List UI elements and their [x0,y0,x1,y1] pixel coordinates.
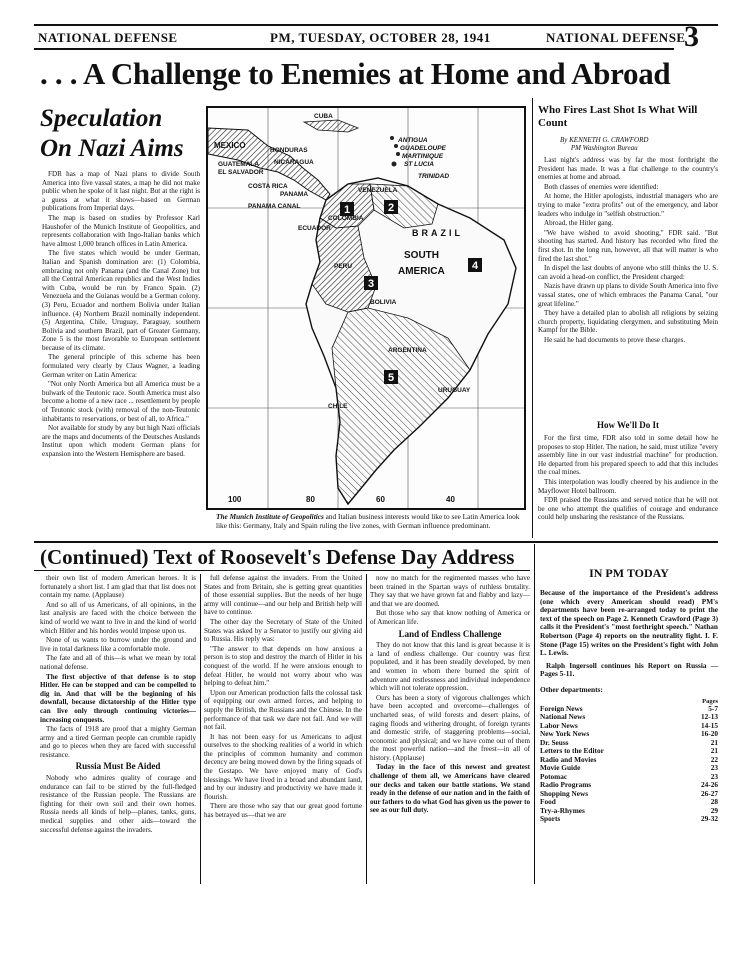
department-name: Radio and Movies [540,754,597,764]
map-axis-label: 100 [228,495,242,504]
department-page: 5-7 [708,703,718,713]
page-header [34,20,718,53]
section-rule-bottom [34,570,530,571]
map-label: BRAZIL [412,228,463,238]
south-america-map [206,106,526,510]
paragraph: Both classes of enemies were identified: [544,182,659,191]
department-name: Sports [540,814,561,824]
zone-3-label: 3 [368,278,375,290]
paragraph: For the first time, FDR also told in some detail how he proposes to stop Hitler. The nation, he said, must utilize "every assembly line in our vast industrial machine" for production. He departed from his prepared speech to add that this includes the coal mines. [538,434,718,477]
paragraph: now no match for the regimented masses who have been trained in the Spartan ways of ruthless brutality. They say that we have grown fat and flabby and lazy—and that we are doomed. [370,574,530,608]
paragraph: He said he had documents to prove these charges. [544,335,686,344]
map-label: VENEZUELA [358,187,398,194]
pages-column-header: Pages [702,697,718,705]
map-label: ARGENTINA [388,347,427,354]
department-row [540,807,718,816]
department-page: 16-20 [700,729,718,739]
map-label: SOUTH [404,250,439,261]
department-name: Potomac [540,771,568,781]
paragraph: In dispel the last doubts of anyone who still thinks the U. S. can avoid a head-on conflict, the President charged: [538,264,718,281]
map-caption-bold: The Munich Institute of Geopolitics [216,512,324,521]
zone-1-label: 1 [344,204,351,216]
department-name: New York News [540,729,590,739]
paragraph: But those who say that know nothing of America or of American life. [370,609,530,626]
map-label: MEXICO [214,141,246,150]
right-column-subhead: How We'll Do It [596,420,660,430]
department-page: 29 [710,805,718,815]
section-rule [34,541,718,543]
map-label: GUADELOUPE [400,145,446,152]
department-page: 28 [710,797,718,807]
map-label: CHILE [328,403,348,410]
map-axis-labels [228,495,455,504]
zone-5-label: 5 [388,372,395,384]
paragraph: The fate and all of this—is what we mean by total national defense. [40,654,196,671]
department-page: 24-26 [700,780,718,790]
map-label: BOLIVIA [370,299,397,306]
map-label: PANAMA [280,191,309,198]
department-page: 21 [710,746,718,756]
department-name: Dr. Seuss [540,737,569,747]
map-label: HONDURAS [270,147,308,154]
paragraph: Ours has been a story of vigorous challenges which have been accepted and overcome—challenges of uncharted seas, of wild forests and desert plains, of raging floods and withering drought, of foreign tyrants and domestic strife, of staggering problems—social, economic and physical; and we have come out of them the most powerful nation—and the freest—in all of history. (Applause) [370,693,530,762]
paragraph: They have a detailed plan to abolish all religions by seizing church property, liquidating clergymen, and substituting Mein Kampf for the Bible. [538,309,718,335]
speculation-body [42,170,200,540]
byline [560,136,648,152]
column-divider [200,574,201,884]
other-departments-label: Other departments: [540,684,603,694]
page-number: 3 [684,20,700,53]
paragraph: Today in the face of this newest and greatest challenge of them all, we Americans have cleared our decks and taken our battle stations. We stand ready in the defense of our nation and in the faith of our fathers to do what God has given us the power to see as our full duty. [370,763,530,815]
department-name: National News [540,712,586,722]
department-name: Foreign News [540,703,583,713]
map-label: AMERICA [398,266,445,277]
map-label: PERU [334,263,353,270]
paragraph: Abroad, the Hitler gang. [544,219,614,228]
paragraph: The first objective of that defense is to stop Hitler. He can be stopped and can be compelled to dig in. And that will be the beginning of his downfall, because dictatorship of the Hitler type can live only through continuing victories—increasing conquests. [40,672,196,724]
map-label: NICARAGUA [274,159,314,166]
in-pm-today-text-2: Ralph Ingersoll continues his Report on Russia — Pages 5-11. [540,660,718,679]
address-subhead: Land of Endless Challenge [398,628,502,639]
departments-table [540,705,718,824]
byline-bureau: PM Washington Bureau [570,144,638,152]
department-name: Labor News [540,720,578,730]
paragraph: The general principle of this scheme has been formulated very clearly by Claus Wagner, a leading German writer on Latin America: [42,353,200,379]
cuba-shape [304,120,358,132]
paragraph: There are those who say that our great good fortune has betrayed us—that we are [204,802,362,820]
right-column-body [538,156,718,418]
map-caption [216,512,532,530]
paragraph: Not available for study by any but high Nazi officials are the maps and documents of the Deutsches Auslands Institut upon which modern German plans for expansion into the Western Hemisphere are based. [42,424,200,458]
department-page: 29-32 [700,814,718,824]
address-column-1 [40,574,196,884]
paragraph: None of us wants to burrow under the ground and live in total darkness like a comfortable mole. [40,636,196,653]
department-name: Radio Programs [540,780,592,790]
paragraph: Nobody who admires quality of courage and endurance can fail to be stirred by the full-fledged resistance of the Russian people. The Russians are fighting for their own soil and their own homes. Russia needs all kinds of help—planes, tanks, guns, medical supplies and other aids—toward the successful defense against the invaders. [40,774,196,834]
department-page: 14-15 [700,720,718,730]
department-row [540,815,718,824]
map-label: CUBA [314,113,333,120]
paragraph: The map is based on studies by Professor Karl Haushofer of the Munich Institute of Geopolitics, and represents collaboration with Ingo-Italian banks which have almost 1,000 branch offices in Latin America. [42,213,200,248]
map-label: COLOMBIA [328,215,364,222]
map-label: ECUADOR [298,225,331,232]
speculation-title-line2: On Nazi Aims [40,135,184,162]
map-axis-label: 40 [446,495,455,504]
map-label: ST LUCIA [404,161,434,168]
department-name: Letters to the Editor [540,746,604,756]
map-label: URUGUAY [438,387,471,394]
section-label-right: NATIONAL DEFENSE [546,30,686,45]
paragraph: Upon our American production falls the colossal task of equipping our own armed forces, and helping to supply the British, the Russians and the Chinese. In the performance of that task we dare not fail. And we will not fail. [204,688,362,732]
map-label: GUATEMALA [218,161,260,168]
map-label: EL SALVADOR [218,169,264,176]
map-label: MARTINIQUE [402,153,444,160]
department-page: 21 [710,737,718,747]
department-name: Try-a-Rhymes [540,805,585,815]
map-caption-text: and Italian business interests would like to see Latin America look like this: Germany, Italy and Spain ruling the live zones, with German influence predominant. [216,512,520,530]
department-row [540,790,718,799]
in-pm-today-box [540,566,718,886]
in-pm-today-title: IN PM TODAY [589,566,669,580]
paragraph: It has not been easy for us Americans to adjust ourselves to the shocking realities of a world in which the principles of common humanity and common decency are being mowed down by the firing squads of the Gestapo. We have enjoyed many of God's blessings. We have lived in a broad and abundant land, and by our industry and productivity we have made it flourish. [204,732,362,801]
paragraph: their own list of modern American heroes. It is fortunately a short list. I am glad that that list does not contain my name. (Applause) [40,574,196,600]
column-divider [534,544,535,884]
zone-4-label: 4 [472,260,479,272]
map-label: PANAMA CANAL [248,203,301,210]
column-divider [532,98,533,538]
paragraph: Last night's address was by far the most forthright the President has made. It was a flat challenge to the country's enemies at home and abroad. [538,156,718,182]
paragraph: They do not know that this land is great because it is a land of endless challenge. Our country was first populated, and it has been steadily developed, by men and women in whom there burned the spirit of adventure and restlessness and individual independence which will not tolerate oppression. [370,641,530,693]
section-label-left: NATIONAL DEFENSE [38,30,178,45]
paragraph: At home, the Hitler apologists, industrial managers who are trying to make "extra profits" out of the emergency, and labor leaders who indulge in "selfish obstruction." [538,192,718,218]
map-label: TRINIDAD [418,173,450,180]
in-pm-today-text: Because of the importance of the President's address (one which every American should read) PM's departments have been re-arranged today to print the text of the speech on Page 2. Kenneth Crawford (Page 3) calls it the President's "most forthright speech." Nathan Robertson (Page 4) reports on the neutrality fight. I. F. Stone (Page 15) writes on the President's fight with John L. Lewis. [540,588,718,658]
continued-headline: (Continued) Text of Roosevelt's Defense Day Address [40,545,515,569]
header-rule [34,48,674,50]
zone-2-label: 2 [388,202,395,214]
map-axis-label: 60 [376,495,385,504]
column-divider [366,574,367,884]
right-column-body-2 [538,434,718,538]
paragraph: The five states which would be under German, Italian and Spanish domination are: (1) Colombia, embracing not only Panama (and the Canal Zone) but all the Central American republics and the West Indies with Cuba, would be run by Franco Spain. (2) Venezuela and the Guianas would be a German colony. (3) Peru, Ecuador and northern Bolivia under Italian influence. (4) Northern Brazil nominally independent. (5) Argentina, Chile, Uruguay, Paraguay, southern Bolivia and southern Brazil, part of Greater Germany, Zone 5 is the most favorable to European settlement because of its climate. [42,249,200,352]
paragraph: This interpolation was loudly cheered by his audience in the Mayflower Hotel ballroom. [538,477,718,495]
paragraph: "We have wished to avoid shooting," FDR said. "But shooting has started. And history has recorded who fired the first shot. In the long run, however, all that will matter is who fired the last shot." [538,228,718,263]
department-page: 23 [710,771,718,781]
paragraph: "The answer to that depends on how anxious a person is to stop and destroy the march of Hitler in his conquest of the world. If he were anxious enough to defeat Hitler, he would not worry about who was helping to defeat him." [204,644,362,688]
address-column-3 [370,574,530,884]
address-column-2 [204,574,362,884]
speculation-title-line1: Speculation [40,105,163,132]
department-page: 22 [710,754,718,764]
main-headline: . . . A Challenge to Enemies at Home and Abroad [40,56,671,91]
address-subhead: Russia Must Be Aided [75,761,161,772]
map-axis-label: 80 [306,495,315,504]
paragraph: The other day the Secretary of State of the United States was asked by a Senator to justify our giving aid to Russia. His reply was: [204,617,362,644]
paragraph: Nazis have drawn up plans to divide South America into five vassal states, one of which embraces the Panama Canal, "our great lifeline." [538,282,718,308]
department-name: Movie Guide [540,763,581,773]
speculation-title [40,104,200,164]
paragraph: And so all of us Americans, of all opinions, in the last analysis are faced with the choice between the kind of world we want to live in and the kind of world which Hitler and his hordes would impose upon us. [40,600,196,635]
date-line: PM, TUESDAY, OCTOBER 28, 1941 [270,30,491,45]
department-name: Shopping News [540,788,589,798]
map-illustration [208,108,524,508]
paragraph: The facts of 1918 are proof that a mighty German army and a tired German people can crumble rapidly and go to pieces when they are faced with successful resistance. [40,725,196,759]
byline-name: By KENNETH G. CRAWFORD [560,136,649,144]
department-page: 23 [710,763,718,773]
department-page: 26-27 [700,788,718,798]
paragraph: FDR praised the Russians and served notice that he will not be one who attempt the qualifies of courage and endurance could help unsharing the resistance of the Russians. [538,496,718,522]
map-label: ANTIGUA [398,137,428,144]
paragraph: "Not only North America but all America must be a bulwark of the Teutonic race. South America must also become a home of a new race ... resettlement by people of Teutonic stock (with) removal of the non-Teutonic inhabitants to reservations, or best of all, to Africa." [42,380,200,423]
department-name: Food [540,797,556,807]
paragraph: full defense against the invaders. From the United States and from Britain, she is getting great quantities of those essential supplies. But the needs of her huge army will continue—and our help and British help will have to continue. [204,574,362,617]
map-label: COSTA RICA [248,183,288,190]
department-page: 12-13 [700,712,718,722]
right-column-headline: Who Fires Last Shot Is What Will Count [538,104,698,129]
paragraph: FDR has a map of Nazi plans to divide South America into five vassal states, a map he did not make public when he spoke of it last night. But at the right is a guess at what it shows—based on German publications from Imperial days. [42,170,200,213]
